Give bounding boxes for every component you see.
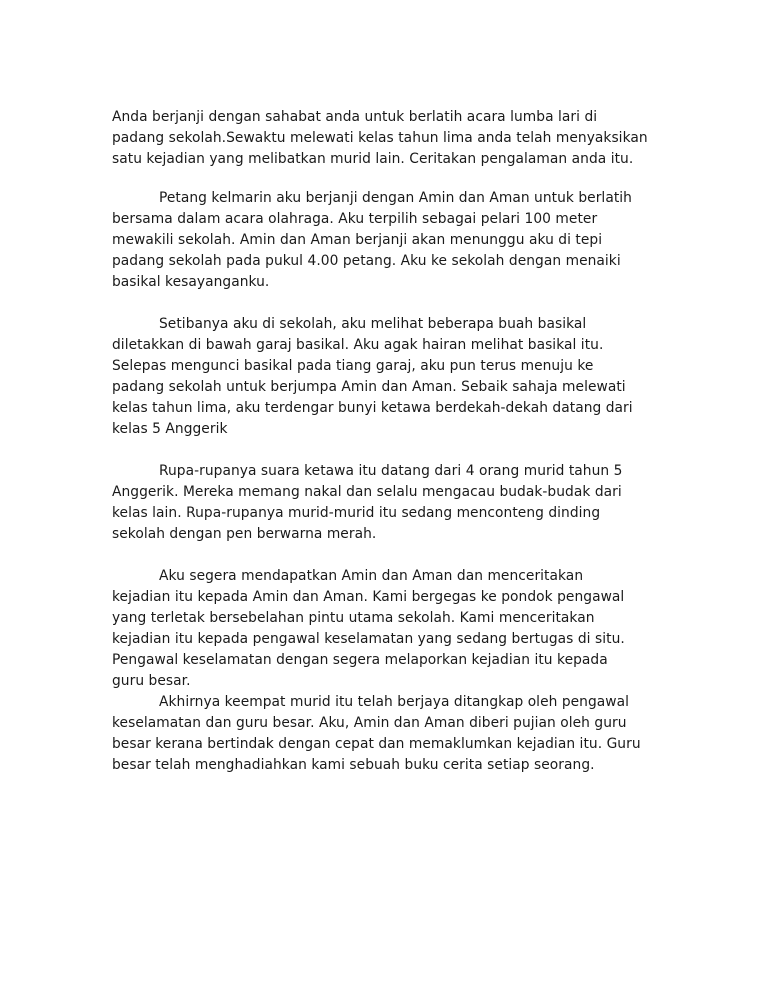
- essay-paragraph-2: Setibanya aku di sekolah, aku melihat beberapa buah basikal diletakkan di bawah garaj basikal. Aku agak hairan melihat basikal itu. Selepas mengunci basikal pada tiang garaj, aku pun terus menuju ke padang sekolah untuk berjumpa Amin dan Aman. Sebaik sahaja melewati kelas tahun lima, aku terdengar bunyi ketawa berdekah-dekah datang dari kelas 5 Anggerik: [112, 316, 633, 437]
- essay-paragraph-4: Aku segera mendapatkan Amin dan Aman dan menceritakan kejadian itu kepada Amin dan Aman. Kami bergegas ke pondok pengawal yang terletak bersebelahan pintu utama sekolah. Kami menceritakan kejadian itu kepada pengawal keselamatan yang sedang bertugas di situ. Pengawal keselamatan dengan segera melaporkan kejadian itu kepada guru besar.: [112, 568, 625, 689]
- essay-paragraph-3: Rupa-rupanya suara ketawa itu datang dari 4 orang murid tahun 5 Anggerik. Mereka memang nakal dan selalu mengacau budak-budak dari kelas lain. Rupa-rupanya murid-murid itu sedang menconteng dinding sekolah dengan pen berwarna merah.: [112, 463, 623, 542]
- essay-paragraph-5: Akhirnya keempat murid itu telah berjaya ditangkap oleh pengawal keselamatan dan guru besar. Aku, Amin dan Aman diberi pujian oleh guru besar kerana bertindak dengan cepat dan memaklumkan kejadian itu. Guru besar telah menghadiahkan kami sebuah buku cerita setiap seorang.: [112, 694, 641, 773]
- essay-paragraph-1: Petang kelmarin aku berjanji dengan Amin dan Aman untuk berlatih bersama dalam acara olahraga. Aku terpilih sebagai pelari 100 meter mewakili sekolah. Amin dan Aman berjanji akan menunggu aku di tepi padang sekolah pada pukul 4.00 petang. Aku ke sekolah dengan menaiki basikal kesayanganku.: [112, 190, 632, 290]
- essay-prompt: Anda berjanji dengan sahabat anda untuk berlatih acara lumba lari di padang sekolah.Sewaktu melewati kelas tahun lima anda telah menyaksikan satu kejadian yang melibatkan murid lain. Ceritakan pengalaman anda itu.: [112, 109, 648, 167]
